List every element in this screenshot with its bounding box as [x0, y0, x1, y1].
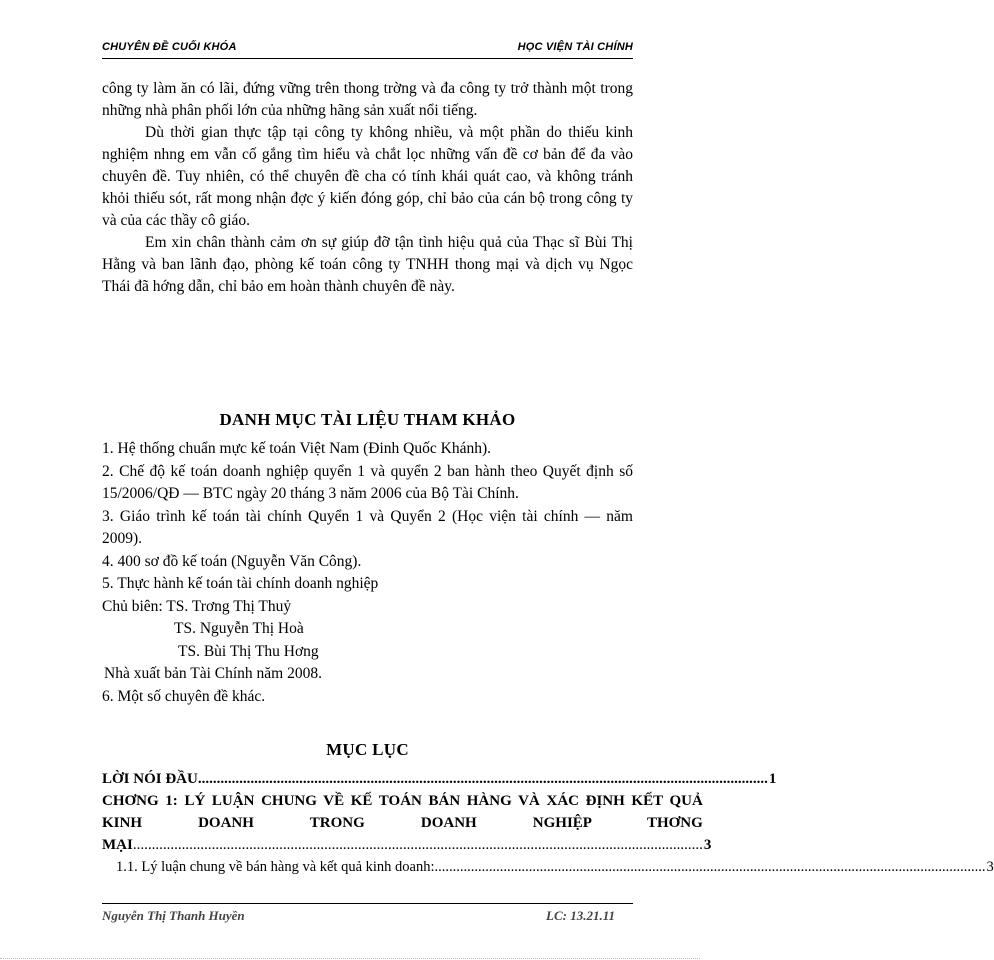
body-text	[102, 78, 633, 298]
reference-item-6: 6. Một số chuyên đề khác.	[102, 687, 266, 705]
page-footer	[102, 903, 633, 923]
reference-item-5: 5. Thực hành kế toán tài chính doanh nghiệp	[102, 575, 379, 592]
toc-entry-label: LỜI NÓI ĐẦU	[102, 771, 198, 787]
page-edge-divider	[0, 958, 700, 959]
reference-editor: Chủ biên: TS. Trơng Thị Thuỷ	[102, 597, 292, 615]
header-course-title: CHUYÊN ĐỀ CUỐI KHÓA	[102, 41, 237, 53]
toc-entry-page: 3	[703, 837, 712, 853]
toc-leader-dots: ........................................................................................................................................................	[434, 859, 986, 875]
toc-entry-label: 1.1. Lý luận chung về bán hàng và kết quả kinh doanh:	[116, 859, 435, 875]
references-title: DANH MỤC TÀI LIỆU THAM KHẢO	[219, 410, 516, 429]
toc-entry-chapter-1[interactable]	[102, 790, 712, 856]
reference-coauthor-1: TS. Nguyễn Thị Hoà	[174, 620, 304, 637]
reference-item-1: 1. Hệ thống chuẩn mực kế toán Việt Nam (Đinh Quốc Khánh).	[102, 440, 491, 457]
toc-entry-preface[interactable]	[102, 768, 777, 790]
toc-title: MỤC LỤC	[326, 740, 409, 759]
toc-leader-dots: ........................................................................................................................................................	[197, 771, 768, 787]
footer-class-code: LC: 13.21.11	[546, 908, 615, 923]
toc-entry-page: 3	[986, 859, 994, 875]
references-list	[102, 438, 633, 708]
reference-item-3: 3. Giáo trình kế toán tài chính Quyển 1 và Quyển 2 (Học viện tài chính — năm 2009).	[102, 507, 633, 547]
table-of-contents	[102, 768, 994, 878]
paragraph-2: Dù thời gian thực tập tại công ty không nhiều, và một phần do thiếu kinh nghiệm nhng em vẫn cố gắng tìm hiểu và chắt lọc những vấn đề cơ bản để đa vào chuyên đề. Tuy nhiên, có thể chuyên đề cha có tính khái quát cao, và không tránh khỏi thiếu sót, rất mong nhận đợc ý kiến đóng góp, chỉ bảo của cán bộ trong công ty và của các thầy cô giáo.	[102, 124, 633, 229]
paragraph-3: Em xin chân thành cảm ơn sự giúp đỡ tận tình hiệu quả của Thạc sĩ Bùi Thị Hằng và ban lãnh đạo, phòng kế toán công ty TNHH thong mại và dịch vụ Ngọc Thái đã hớng dẫn, chỉ bảo em hoàn thành chuyên đề này.	[102, 234, 633, 295]
reference-publisher: Nhà xuất bản Tài Chính năm 2008.	[104, 665, 322, 682]
paragraph-1: công ty làm ăn có lãi, đứng vững trên thong trờng và đa công ty trở thành một trong những nhà phân phối lớn của những hãng sản xuất nổi tiếng.	[102, 80, 633, 119]
toc-entry-label: CHƠNG 1: LÝ LUẬN CHUNG VỀ KẾ TOÁN BÁN HÀNG VÀ XÁC ĐỊNH KẾT QUẢ KINH DOANH TRONG DOANH NGHIỆP THƠNG MẠI........................................................................................................................................................	[102, 793, 703, 853]
header-institution: HỌC VIỆN TÀI CHÍNH	[517, 41, 633, 53]
page-header	[102, 38, 633, 59]
footer-author: Nguyễn Thị Thanh Huyền	[102, 908, 245, 923]
reference-item-2: 2. Chế độ kế toán doanh nghiệp quyển 1 và quyển 2 ban hành theo Quyết định số 15/2006/QĐ — BTC ngày 20 tháng 3 năm 2006 của Bộ Tài Chính.	[102, 462, 633, 502]
toc-entry-1-1[interactable]	[102, 856, 994, 878]
reference-item-4: 4. 400 sơ đồ kế toán (Nguyễn Văn Công).	[102, 552, 362, 570]
toc-entry-page: 1	[768, 771, 777, 787]
reference-coauthor-2: TS. Bùi Thị Thu Hơng	[178, 642, 319, 660]
